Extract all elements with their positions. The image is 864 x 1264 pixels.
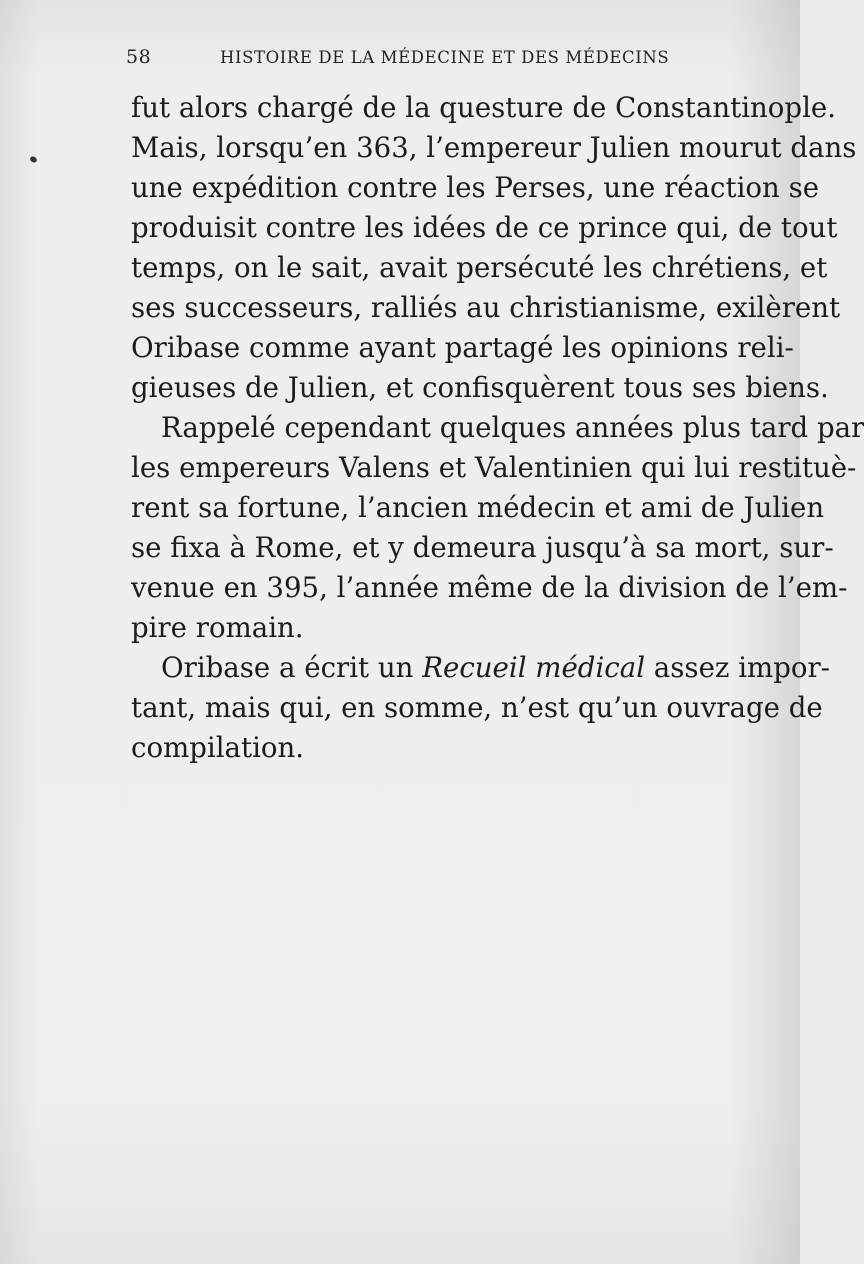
text-line: rent sa fortune, l’ancien médecin et ami de Julien: [131, 491, 825, 524]
text-line: les empereurs Valens et Valentinien qui lui restituè-: [131, 451, 857, 484]
text-line: compilation.: [131, 731, 305, 764]
page-number: 58: [126, 46, 152, 68]
text-run: Oribase a écrit un: [161, 651, 423, 684]
running-head: [126, 46, 686, 76]
text-line: gieuses de Julien, et confisquèrent tous ses biens.: [131, 371, 829, 404]
text-line: Rappelé cependant quelques années plus tard par: [161, 411, 864, 444]
body-text: [131, 88, 864, 768]
text-line: une expédition contre les Perses, une réaction se: [131, 171, 820, 204]
running-head-title: HISTOIRE DE LA MÉDECINE ET DES MÉDECINS: [220, 48, 670, 67]
text-line: [131, 648, 830, 688]
text-run: assez impor-: [645, 651, 830, 684]
text-line: ses successeurs, ralliés au christianisme, exilèrent: [131, 291, 841, 324]
text-line: Oribase comme ayant partagé les opinions reli-: [131, 331, 794, 364]
text-line: venue en 395, l’année même de la division de l’em-: [131, 571, 848, 604]
text-line: temps, on le sait, avait persécuté les chrétiens, et: [131, 251, 828, 284]
text-line: fut alors chargé de la questure de Constantinople.: [131, 91, 837, 124]
book-title-italic: Recueil médical: [422, 651, 646, 684]
margin-ink-mark: [29, 155, 38, 163]
text-line: se fixa à Rome, et y demeura jusqu’à sa mort, sur-: [131, 531, 834, 564]
text-line: Mais, lorsqu’en 363, l’empereur Julien mourut dans: [131, 131, 857, 164]
text-line: pire romain.: [131, 611, 304, 644]
text-line: tant, mais qui, en somme, n’est qu’un ouvrage de: [131, 691, 823, 724]
text-line: produisit contre les idées de ce prince qui, de tout: [131, 211, 838, 244]
